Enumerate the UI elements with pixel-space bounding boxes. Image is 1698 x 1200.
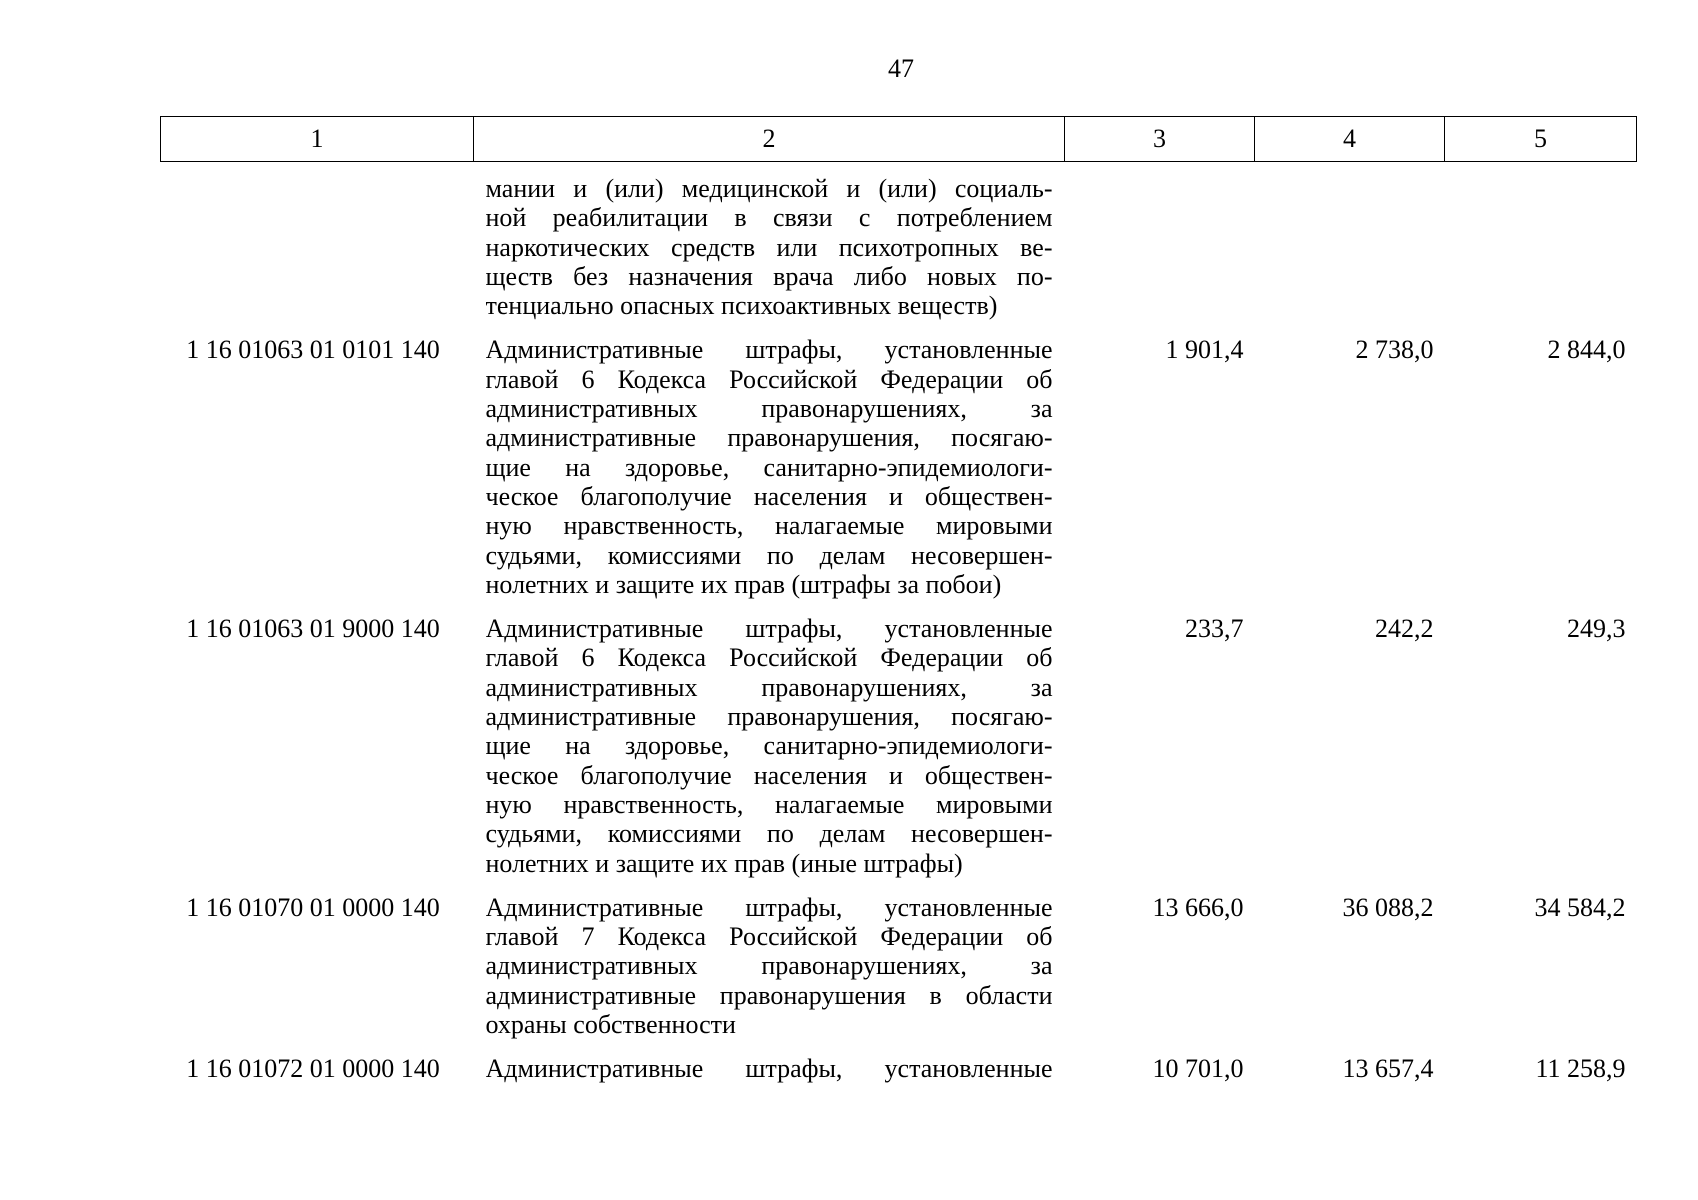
description-line: охраны собственности — [485, 1010, 736, 1040]
continuation-code-cell — [161, 162, 474, 321]
table-body — [161, 162, 1637, 1084]
value-col-3: 1 901,4 — [1165, 335, 1244, 365]
description-line: ной реабилитации в связи с потреблением — [485, 203, 1053, 233]
description-line: щие на здоровье, санитарно-эпидемиологи- — [485, 731, 1053, 761]
continuation-description — [474, 162, 1065, 321]
value-col-4: 242,2 — [1375, 614, 1434, 644]
description-line: ческое благополучие населения и обществен- — [485, 760, 1053, 790]
description-line: главой 6 Кодекса Российской Федерации об — [485, 643, 1053, 673]
value-col-3: 10 701,0 — [1152, 1054, 1244, 1084]
description-line: Административные штрафы, установленные — [485, 892, 1053, 922]
description-line: Административные штрафы, установленные — [485, 335, 1053, 365]
description-line: наркотических средств или психотропных ве- — [485, 232, 1053, 262]
description-line: главой 7 Кодекса Российской Федерации об — [485, 922, 1053, 952]
description-line: ную нравственность, налагаемые мировыми — [485, 789, 1053, 819]
table-row — [161, 1039, 1637, 1083]
empty-cell — [1445, 162, 1637, 321]
column-header-3: 3 — [1065, 117, 1255, 162]
table-row — [161, 878, 1637, 1039]
page-number: 47 — [888, 54, 914, 83]
empty-cell — [1065, 162, 1255, 321]
description-line: судьями, комиссиями по делам несовершен- — [485, 819, 1053, 849]
description-line: щие на здоровье, санитарно-эпидемиологи- — [485, 452, 1053, 482]
description-line: административных правонарушениях, за — [485, 672, 1053, 702]
row-description — [474, 599, 1065, 878]
description-line: административные правонарушения, посягаю- — [485, 702, 1053, 732]
description-line: нолетних и защите их прав (иные штрафы) — [485, 848, 963, 878]
budget-code: 1 16 01063 01 9000 140 — [186, 614, 440, 644]
value-col-5: 11 258,9 — [1535, 1054, 1626, 1084]
description-line: нолетних и защите их прав (штрафы за побои) — [485, 569, 1002, 599]
table-row — [161, 320, 1637, 599]
column-header-1: 1 — [161, 117, 474, 162]
description-line: ществ без назначения врача либо новых по- — [485, 261, 1053, 291]
table-header — [161, 117, 1637, 162]
value-col-4: 13 657,4 — [1342, 1054, 1434, 1084]
description-line: Административные штрафы, установленные — [485, 1054, 1053, 1084]
description-line: ческое благополучие населения и обществен- — [485, 481, 1053, 511]
table-row — [161, 599, 1637, 878]
description-line: административные правонарушения, посягаю- — [485, 423, 1053, 453]
row-description — [474, 320, 1065, 599]
header-row — [161, 117, 1637, 162]
budget-code: 1 16 01070 01 0000 140 — [186, 892, 440, 922]
value-col-4: 36 088,2 — [1342, 892, 1434, 922]
row-description — [474, 878, 1065, 1039]
value-col-3: 233,7 — [1185, 614, 1244, 644]
description-line: Административные штрафы, установленные — [485, 614, 1053, 644]
value-col-5: 249,3 — [1567, 614, 1626, 644]
description-line: административных правонарушениях, за — [485, 951, 1053, 981]
budget-code: 1 16 01072 01 0000 140 — [186, 1054, 440, 1084]
column-header-2: 2 — [474, 117, 1065, 162]
empty-cell — [1255, 162, 1445, 321]
revenue-table-container — [160, 116, 1636, 1084]
column-header-5: 5 — [1445, 117, 1637, 162]
value-col-5: 2 844,0 — [1547, 335, 1626, 365]
row-description — [474, 1039, 1065, 1083]
column-header-4: 4 — [1255, 117, 1445, 162]
description-line: мании и (или) медицинской и (или) социаль- — [485, 174, 1053, 203]
description-line: тенциально опасных психоактивных веществ) — [485, 291, 998, 321]
description-line: ную нравственность, налагаемые мировыми — [485, 511, 1053, 541]
continuation-row — [161, 162, 1637, 321]
description-line: административные правонарушения в области — [485, 980, 1053, 1010]
description-line: судьями, комиссиями по делам несовершен- — [485, 540, 1053, 570]
revenue-table — [160, 116, 1637, 1084]
description-line: главой 6 Кодекса Российской Федерации об — [485, 364, 1053, 394]
description-line: административных правонарушениях, за — [485, 394, 1053, 424]
value-col-5: 34 584,2 — [1534, 892, 1626, 922]
value-col-3: 13 666,0 — [1152, 892, 1244, 922]
value-col-4: 2 738,0 — [1355, 335, 1434, 365]
budget-code: 1 16 01063 01 0101 140 — [186, 335, 440, 365]
